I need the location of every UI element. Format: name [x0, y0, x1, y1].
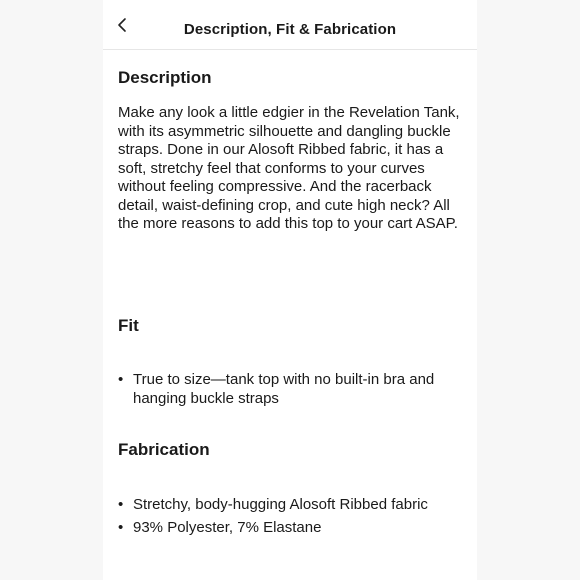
bullet-icon: •	[118, 371, 124, 388]
fabrication-heading: Fabrication	[118, 440, 210, 459]
list-item	[118, 371, 468, 408]
list-item	[118, 519, 468, 538]
list-item-text: Stretchy, body-hugging Alosoft Ribbed fabric	[133, 496, 428, 513]
list-item	[118, 496, 468, 515]
description-body: Make any look a little edgier in the Revelation Tank, with its asymmetric silhouette and dangling buckle straps. Done in our Alosoft Ribbed fabric, it has a soft, stretchy feel that conforms to your curves without feeling compressive. And the racerback detail, waist-defining crop, and cute high neck? All the more reasons to add this top to your cart ASAP.	[118, 104, 460, 232]
description-heading: Description	[118, 68, 212, 87]
fabrication-list	[118, 496, 468, 541]
header-bar	[103, 0, 477, 50]
fit-heading: Fit	[118, 316, 139, 335]
detail-panel	[103, 0, 477, 580]
list-item-text: True to size—tank top with no built-in bra and hanging buckle straps	[133, 371, 435, 407]
bullet-icon: •	[118, 496, 124, 513]
bullet-icon: •	[118, 518, 124, 536]
list-item-text: 93% Polyester, 7% Elastane	[133, 518, 322, 536]
page-title: Description, Fit & Fabrication	[183, 21, 397, 38]
fit-list	[118, 371, 468, 412]
